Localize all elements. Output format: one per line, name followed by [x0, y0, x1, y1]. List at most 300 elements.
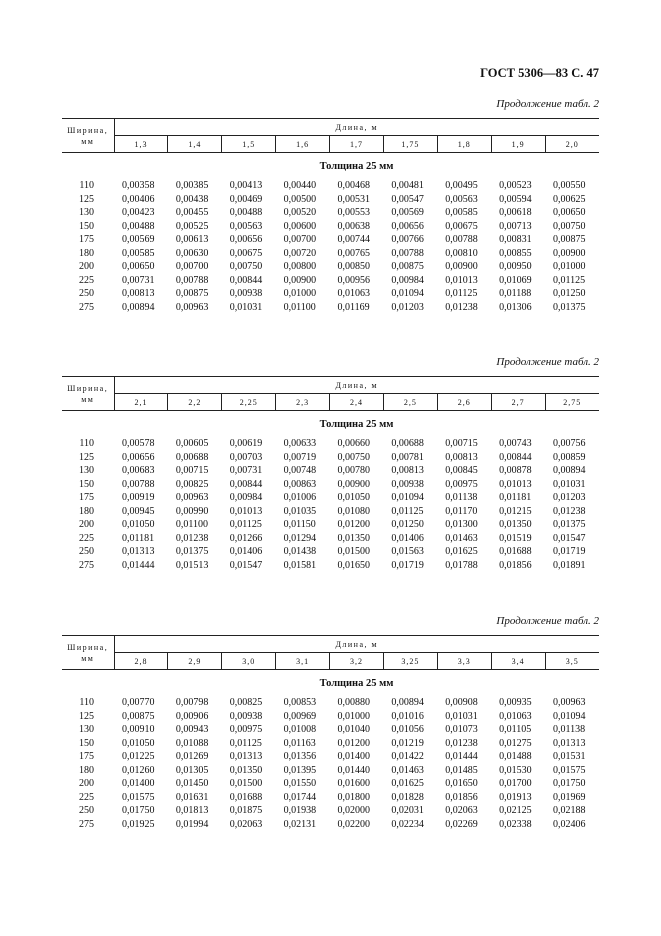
volume-cell: 0,02063 — [229, 818, 263, 830]
volume-cell: 0,01350 — [337, 532, 370, 544]
table-block — [62, 118, 599, 314]
volume-cell: 0,00638 — [337, 220, 370, 232]
table-row — [62, 437, 599, 451]
volume-cell: 0,00875 — [553, 234, 586, 245]
length-header: Длина, м — [114, 636, 599, 653]
volume-cell: 0,00605 — [175, 438, 209, 449]
volume-cell: 0,01050 — [122, 519, 155, 530]
volume-cell: 0,00919 — [122, 492, 155, 503]
volume-cell: 0,01000 — [553, 261, 586, 272]
volume-cell: 0,00938 — [391, 478, 424, 490]
volume-cell: 0,00656 — [229, 234, 263, 245]
volume-cell: 0,01294 — [283, 532, 317, 544]
length-column-header: 3,0 — [222, 653, 276, 670]
width-cell: 175 — [79, 234, 94, 245]
table-row — [62, 274, 599, 288]
volume-cell: 0,00910 — [122, 724, 155, 735]
volume-cell: 0,00748 — [283, 465, 317, 476]
volume-cell: 0,01031 — [553, 478, 586, 490]
width-cell: 275 — [79, 818, 94, 830]
volume-cell: 0,01994 — [175, 818, 209, 830]
volume-cell: 0,01750 — [122, 805, 155, 816]
table-row — [62, 247, 599, 261]
volume-cell: 0,00500 — [283, 193, 317, 205]
volume-cell: 0,01050 — [122, 737, 155, 749]
volume-cell: 0,01013 — [445, 274, 478, 286]
table-row — [62, 301, 599, 315]
volume-cell: 0,01406 — [229, 546, 263, 557]
volume-cell: 0,01016 — [391, 710, 424, 722]
volume-cell: 0,00713 — [499, 220, 532, 232]
volume-cell: 0,01200 — [337, 519, 370, 530]
width-cell: 200 — [79, 261, 94, 272]
volume-cell: 0,00894 — [122, 301, 155, 313]
volume-cell: 0,01313 — [553, 737, 586, 749]
length-column-header: 1,7 — [330, 136, 384, 153]
length-column-header: 2,7 — [491, 394, 545, 411]
volume-cell: 0,00550 — [553, 180, 586, 191]
volume-cell: 0,00594 — [499, 193, 532, 205]
volume-cell: 0,00688 — [391, 438, 424, 449]
continuation-label: Продолжение табл. 2 — [496, 98, 599, 110]
volume-cell: 0,01519 — [499, 532, 532, 544]
width-cell: 130 — [79, 207, 94, 218]
volume-cell: 0,01056 — [391, 724, 424, 735]
volume-cell: 0,00520 — [283, 207, 317, 218]
table-row — [62, 532, 599, 546]
volume-cell: 0,01513 — [175, 559, 209, 571]
volume-cell: 0,01530 — [499, 764, 532, 776]
volume-cell: 0,01650 — [337, 559, 370, 571]
volume-cell: 0,00469 — [229, 193, 263, 205]
length-column-header: 2,25 — [222, 394, 276, 411]
table-row — [62, 696, 599, 710]
volume-cell: 0,01035 — [283, 505, 317, 517]
volume-cell: 0,00700 — [175, 261, 209, 272]
table-row — [62, 518, 599, 532]
volume-cell: 0,01125 — [229, 737, 262, 749]
volume-cell: 0,01125 — [229, 519, 262, 530]
continuation-label: Продолжение табл. 2 — [496, 615, 599, 627]
length-column-header: 3,3 — [437, 653, 491, 670]
volume-cell: 0,00844 — [229, 478, 263, 490]
volume-cell: 0,01400 — [337, 751, 370, 762]
volume-cell: 0,01094 — [391, 288, 424, 299]
length-column-header: 2,2 — [168, 394, 222, 411]
volume-cell: 0,00569 — [122, 234, 155, 245]
volume-cell: 0,00813 — [122, 288, 155, 299]
volume-cell: 0,00813 — [445, 451, 478, 463]
volume-cell: 0,01581 — [283, 559, 317, 571]
width-cell: 250 — [79, 805, 94, 816]
volume-cell: 0,00675 — [445, 220, 478, 232]
width-cell: 180 — [79, 247, 94, 259]
length-column-header: 2,1 — [114, 394, 168, 411]
volume-cell: 0,00859 — [553, 451, 586, 463]
volume-cell: 0,00750 — [553, 220, 586, 232]
volume-cell: 0,01306 — [499, 301, 532, 313]
volume-cell: 0,00675 — [229, 247, 263, 259]
volume-cell: 0,00984 — [229, 492, 263, 503]
volume-cell: 0,00719 — [283, 451, 317, 463]
volume-cell: 0,01828 — [391, 791, 424, 803]
volume-cell: 0,00488 — [122, 220, 155, 232]
volume-cell: 0,01094 — [391, 492, 424, 503]
table-row — [62, 233, 599, 247]
volume-cell: 0,00844 — [499, 451, 532, 463]
volume-cell: 0,00875 — [175, 288, 209, 299]
table-row — [62, 206, 599, 220]
volume-cell: 0,01000 — [337, 710, 370, 722]
volume-cell: 0,00900 — [445, 261, 478, 272]
width-cell: 150 — [79, 220, 94, 232]
volume-cell: 0,02338 — [499, 818, 532, 830]
volume-cell: 0,01125 — [445, 288, 478, 299]
width-cell: 125 — [79, 451, 94, 463]
length-column-header: 2,6 — [437, 394, 491, 411]
table-row — [62, 260, 599, 274]
length-column-header: 1,5 — [222, 136, 276, 153]
length-column-header: 2,0 — [545, 136, 599, 153]
volume-cell: 0,00406 — [122, 193, 155, 205]
volume-cell: 0,01125 — [391, 505, 424, 517]
volume-cell: 0,01575 — [122, 791, 155, 803]
volume-cell: 0,00619 — [229, 438, 263, 449]
volume-cell: 0,01031 — [229, 301, 263, 313]
data-table — [62, 376, 599, 572]
length-column-header: 2,75 — [545, 394, 599, 411]
volume-cell: 0,01406 — [391, 532, 424, 544]
volume-cell: 0,01438 — [283, 546, 317, 557]
volume-cell: 0,00438 — [175, 193, 209, 205]
width-cell: 125 — [79, 710, 94, 722]
volume-cell: 0,00943 — [175, 724, 209, 735]
width-column-header: Ширина, мм — [62, 636, 114, 670]
volume-cell: 0,01375 — [553, 301, 586, 313]
volume-cell: 0,01069 — [499, 274, 532, 286]
volume-cell: 0,00650 — [122, 261, 155, 272]
thickness-label: Толщина 25 мм — [319, 418, 394, 430]
volume-cell: 0,01600 — [337, 778, 370, 789]
volume-cell: 0,00875 — [122, 710, 155, 722]
volume-cell: 0,01080 — [337, 505, 370, 517]
volume-cell: 0,01238 — [445, 737, 478, 749]
volume-cell: 0,01440 — [337, 764, 370, 776]
volume-cell: 0,00660 — [337, 438, 370, 449]
volume-cell: 0,00894 — [553, 465, 586, 476]
width-column-header: Ширина, мм — [62, 119, 114, 153]
length-header: Длина, м — [114, 377, 599, 394]
volume-cell: 0,01050 — [337, 492, 370, 503]
volume-cell: 0,02188 — [553, 805, 586, 816]
volume-cell: 0,00855 — [499, 247, 532, 259]
volume-cell: 0,00563 — [445, 193, 478, 205]
volume-cell: 0,01063 — [499, 710, 532, 722]
volume-cell: 0,02000 — [337, 805, 370, 816]
volume-cell: 0,01856 — [445, 791, 478, 803]
volume-cell: 0,01450 — [175, 778, 209, 789]
table-block — [62, 376, 599, 572]
width-cell: 175 — [79, 751, 94, 762]
volume-cell: 0,01088 — [175, 737, 209, 749]
volume-cell: 0,00618 — [499, 207, 532, 218]
table-row — [62, 818, 599, 832]
page-header: ГОСТ 5306—83 С. 47 — [480, 66, 599, 80]
volume-cell: 0,00788 — [445, 234, 478, 245]
volume-cell: 0,00844 — [229, 274, 263, 286]
volume-cell: 0,00688 — [175, 451, 209, 463]
volume-cell: 0,01800 — [337, 791, 370, 803]
volume-cell: 0,00481 — [391, 180, 424, 191]
volume-cell: 0,01356 — [283, 751, 317, 762]
width-cell: 130 — [79, 465, 94, 476]
volume-cell: 0,00825 — [175, 478, 209, 490]
volume-cell: 0,00744 — [337, 234, 370, 245]
volume-cell: 0,01488 — [499, 751, 532, 762]
volume-cell: 0,01547 — [553, 532, 586, 544]
volume-cell: 0,00750 — [337, 451, 370, 463]
length-header: Длина, м — [114, 119, 599, 136]
volume-cell: 0,01313 — [229, 751, 263, 762]
volume-cell: 0,01006 — [283, 492, 317, 503]
volume-cell: 0,01305 — [175, 764, 209, 776]
length-column-header: 3,25 — [383, 653, 437, 670]
volume-cell: 0,01719 — [553, 546, 586, 557]
volume-cell: 0,00525 — [175, 220, 209, 232]
volume-cell: 0,00731 — [122, 274, 155, 286]
volume-cell: 0,01203 — [553, 492, 586, 503]
volume-cell: 0,01625 — [391, 778, 424, 789]
volume-cell: 0,00781 — [391, 451, 424, 463]
volume-cell: 0,01260 — [122, 764, 155, 776]
volume-cell: 0,00945 — [122, 505, 155, 517]
volume-cell: 0,00703 — [229, 451, 263, 463]
table-row — [62, 723, 599, 737]
volume-cell: 0,01444 — [122, 559, 155, 571]
table-row — [62, 193, 599, 207]
volume-cell: 0,01181 — [122, 532, 155, 544]
width-cell: 200 — [79, 778, 94, 789]
width-cell: 225 — [79, 791, 94, 803]
width-cell: 250 — [79, 546, 94, 557]
volume-cell: 0,01550 — [283, 778, 317, 789]
volume-cell: 0,01531 — [553, 751, 586, 762]
volume-cell: 0,00630 — [175, 247, 209, 259]
volume-cell: 0,01631 — [175, 791, 209, 803]
volume-cell: 0,00523 — [499, 180, 532, 191]
volume-cell: 0,01073 — [445, 724, 478, 735]
volume-cell: 0,01547 — [229, 559, 263, 571]
width-cell: 130 — [79, 724, 94, 735]
volume-cell: 0,00700 — [283, 234, 317, 245]
volume-cell: 0,00720 — [283, 247, 317, 259]
volume-cell: 0,00569 — [391, 207, 424, 218]
volume-cell: 0,01463 — [445, 532, 478, 544]
volume-cell: 0,00743 — [499, 438, 532, 449]
volume-cell: 0,01188 — [499, 288, 532, 299]
volume-cell: 0,00956 — [337, 274, 370, 286]
width-cell: 275 — [79, 559, 94, 571]
volume-cell: 0,01856 — [499, 559, 532, 571]
volume-cell: 0,00825 — [229, 697, 263, 708]
table-row — [62, 559, 599, 573]
volume-cell: 0,00810 — [445, 247, 478, 259]
volume-cell: 0,01013 — [229, 505, 263, 517]
length-column-header: 1,8 — [437, 136, 491, 153]
volume-cell: 0,02406 — [553, 818, 586, 830]
volume-cell: 0,02131 — [283, 818, 317, 830]
volume-cell: 0,00963 — [175, 492, 209, 503]
volume-cell: 0,01913 — [499, 791, 532, 803]
volume-cell: 0,01688 — [499, 546, 532, 557]
volume-cell: 0,00798 — [175, 697, 209, 708]
volume-cell: 0,00495 — [445, 180, 478, 191]
volume-cell: 0,00975 — [229, 724, 263, 735]
width-cell: 175 — [79, 492, 94, 503]
volume-cell: 0,01094 — [553, 710, 586, 722]
volume-cell: 0,01238 — [175, 532, 209, 544]
volume-cell: 0,00650 — [553, 207, 586, 218]
volume-cell: 0,00863 — [283, 478, 317, 490]
table-row — [62, 464, 599, 478]
volume-cell: 0,01138 — [445, 492, 478, 503]
volume-cell: 0,00765 — [337, 247, 370, 259]
volume-cell: 0,00800 — [283, 261, 317, 272]
volume-cell: 0,01238 — [445, 301, 478, 313]
volume-cell: 0,00488 — [229, 207, 263, 218]
length-column-header: 2,3 — [276, 394, 330, 411]
volume-cell: 0,00788 — [391, 247, 424, 259]
volume-cell: 0,01105 — [499, 724, 532, 735]
volume-cell: 0,00547 — [391, 193, 424, 205]
volume-cell: 0,01150 — [283, 519, 316, 530]
volume-cell: 0,00788 — [175, 274, 209, 286]
width-cell: 110 — [79, 180, 94, 191]
volume-cell: 0,00845 — [445, 465, 478, 476]
table-row — [62, 804, 599, 818]
volume-cell: 0,00731 — [229, 465, 263, 476]
volume-cell: 0,00963 — [175, 301, 209, 313]
volume-cell: 0,01225 — [122, 751, 155, 762]
volume-cell: 0,01719 — [391, 559, 424, 571]
width-column-header: Ширина, мм — [62, 377, 114, 411]
volume-cell: 0,00585 — [122, 247, 155, 259]
volume-cell: 0,02031 — [391, 805, 424, 816]
volume-cell: 0,02125 — [499, 805, 532, 816]
volume-cell: 0,01013 — [499, 478, 532, 490]
volume-cell: 0,00455 — [175, 207, 209, 218]
width-cell: 110 — [79, 697, 94, 708]
volume-cell: 0,00531 — [337, 193, 370, 205]
table-row — [62, 179, 599, 193]
volume-cell: 0,01269 — [175, 751, 209, 762]
volume-cell: 0,01008 — [283, 724, 317, 735]
volume-cell: 0,02269 — [445, 818, 478, 830]
volume-cell: 0,01650 — [445, 778, 478, 789]
table-row — [62, 478, 599, 492]
table-row — [62, 710, 599, 724]
volume-cell: 0,00780 — [337, 465, 370, 476]
volume-cell: 0,00563 — [229, 220, 263, 232]
length-column-header: 1,75 — [383, 136, 437, 153]
volume-cell: 0,01181 — [499, 492, 532, 503]
thickness-label: Толщина 25 мм — [319, 677, 394, 689]
volume-cell: 0,01200 — [337, 737, 370, 749]
table-row — [62, 545, 599, 559]
volume-cell: 0,00853 — [283, 697, 317, 708]
volume-cell: 0,01100 — [283, 301, 316, 313]
volume-cell: 0,00766 — [391, 234, 424, 245]
volume-cell: 0,01000 — [283, 288, 317, 299]
volume-cell: 0,01350 — [229, 764, 263, 776]
volume-cell: 0,00938 — [229, 288, 263, 299]
volume-cell: 0,01938 — [283, 805, 317, 816]
width-cell: 250 — [79, 288, 94, 299]
volume-cell: 0,00850 — [337, 261, 370, 272]
continuation-label: Продолжение табл. 2 — [496, 356, 599, 368]
volume-cell: 0,01625 — [445, 546, 478, 557]
volume-cell: 0,01891 — [553, 559, 586, 571]
volume-cell: 0,01040 — [337, 724, 370, 735]
volume-cell: 0,01744 — [283, 791, 317, 803]
thickness-label: Толщина 25 мм — [319, 160, 394, 172]
volume-cell: 0,01250 — [391, 519, 424, 530]
volume-cell: 0,00935 — [499, 697, 532, 708]
length-column-header: 2,8 — [114, 653, 168, 670]
volume-cell: 0,01350 — [499, 519, 532, 530]
volume-cell: 0,01395 — [283, 764, 317, 776]
volume-cell: 0,01125 — [553, 274, 586, 286]
volume-cell: 0,00423 — [122, 207, 155, 218]
table-block — [62, 635, 599, 831]
volume-cell: 0,01400 — [122, 778, 155, 789]
volume-cell: 0,00750 — [229, 261, 263, 272]
length-column-header: 1,4 — [168, 136, 222, 153]
volume-cell: 0,02200 — [337, 818, 370, 830]
volume-cell: 0,01170 — [445, 505, 478, 517]
volume-cell: 0,00468 — [337, 180, 370, 191]
table-row — [62, 505, 599, 519]
table-row — [62, 791, 599, 805]
volume-cell: 0,00553 — [337, 207, 370, 218]
length-column-header: 3,5 — [545, 653, 599, 670]
table-row — [62, 777, 599, 791]
volume-cell: 0,01925 — [122, 818, 155, 830]
volume-cell: 0,01375 — [553, 519, 586, 530]
volume-cell: 0,00633 — [283, 438, 317, 449]
width-cell: 180 — [79, 505, 94, 517]
volume-cell: 0,00770 — [122, 697, 155, 708]
volume-cell: 0,01788 — [445, 559, 478, 571]
length-column-header: 3,4 — [491, 653, 545, 670]
volume-cell: 0,02234 — [391, 818, 424, 830]
volume-cell: 0,00900 — [553, 247, 586, 259]
width-cell: 275 — [79, 301, 94, 313]
length-column-header: 3,1 — [276, 653, 330, 670]
volume-cell: 0,00613 — [175, 234, 209, 245]
volume-cell: 0,01444 — [445, 751, 478, 762]
volume-cell: 0,00715 — [445, 438, 478, 449]
length-column-header: 2,5 — [383, 394, 437, 411]
volume-cell: 0,00683 — [122, 465, 155, 476]
volume-cell: 0,00908 — [445, 697, 478, 708]
volume-cell: 0,01238 — [553, 505, 586, 517]
volume-cell: 0,01875 — [229, 805, 263, 816]
width-cell: 110 — [79, 438, 94, 449]
volume-cell: 0,00813 — [391, 465, 424, 476]
volume-cell: 0,00894 — [391, 697, 424, 708]
table-row — [62, 750, 599, 764]
